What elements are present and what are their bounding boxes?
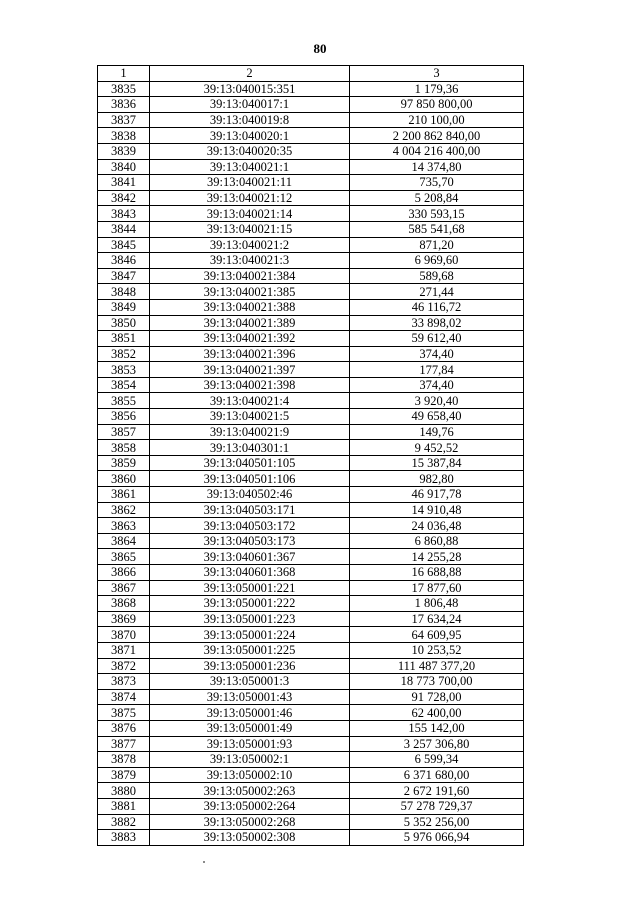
- table-row: [98, 487, 524, 503]
- table-row: [98, 253, 524, 269]
- value: 5 976 066,94: [350, 830, 524, 846]
- cadastral-number: 39:13:040601:368: [150, 565, 350, 581]
- cadastral-number: 39:13:040021:14: [150, 206, 350, 222]
- row-number: 3847: [98, 268, 150, 284]
- cadastral-number: 39:13:050002:264: [150, 798, 350, 814]
- row-number: 3845: [98, 237, 150, 253]
- value: 9 452,52: [350, 440, 524, 456]
- row-number: 3862: [98, 502, 150, 518]
- value: 589,68: [350, 268, 524, 284]
- value: 6 860,88: [350, 533, 524, 549]
- row-number: 3865: [98, 549, 150, 565]
- row-number: 3844: [98, 221, 150, 237]
- row-number: 3848: [98, 284, 150, 300]
- row-number: 3866: [98, 565, 150, 581]
- table-header: [98, 66, 524, 82]
- table-row: [98, 471, 524, 487]
- table-row: [98, 642, 524, 658]
- table-row: [98, 549, 524, 565]
- table-row: [98, 611, 524, 627]
- cadastral-number: 39:13:040021:388: [150, 299, 350, 315]
- cadastral-number: 39:13:040021:392: [150, 331, 350, 347]
- row-number: 3864: [98, 533, 150, 549]
- row-number: 3860: [98, 471, 150, 487]
- table-row: [98, 705, 524, 721]
- table-row: [98, 533, 524, 549]
- cadastral-number: 39:13:040021:2: [150, 237, 350, 253]
- table-row: [98, 502, 524, 518]
- table-row: [98, 424, 524, 440]
- header-col-2: 2: [150, 66, 350, 82]
- table-row: [98, 393, 524, 409]
- value: 177,84: [350, 362, 524, 378]
- table-row: [98, 112, 524, 128]
- table-row: [98, 221, 524, 237]
- value: 49 658,40: [350, 409, 524, 425]
- row-number: 3855: [98, 393, 150, 409]
- value: 10 253,52: [350, 642, 524, 658]
- value: 97 850 800,00: [350, 97, 524, 113]
- table-row: [98, 752, 524, 768]
- table-row: [98, 720, 524, 736]
- cadastral-number: 39:13:040021:385: [150, 284, 350, 300]
- row-number: 3877: [98, 736, 150, 752]
- cadastral-number: 39:13:040021:3: [150, 253, 350, 269]
- value: 871,20: [350, 237, 524, 253]
- row-number: 3882: [98, 814, 150, 830]
- table-row: [98, 143, 524, 159]
- cadastral-number: 39:13:040502:46: [150, 487, 350, 503]
- value: 271,44: [350, 284, 524, 300]
- table-row: [98, 798, 524, 814]
- row-number: 3869: [98, 611, 150, 627]
- value: 149,76: [350, 424, 524, 440]
- table-row: [98, 596, 524, 612]
- value: 3 257 306,80: [350, 736, 524, 752]
- value: 374,40: [350, 346, 524, 362]
- table-row: [98, 299, 524, 315]
- cadastral-number: 39:13:050001:49: [150, 720, 350, 736]
- row-number: 3875: [98, 705, 150, 721]
- cadastral-number: 39:13:040021:389: [150, 315, 350, 331]
- value: 111 487 377,20: [350, 658, 524, 674]
- value: 17 634,24: [350, 611, 524, 627]
- row-number: 3836: [98, 97, 150, 113]
- table-row: [98, 783, 524, 799]
- row-number: 3861: [98, 487, 150, 503]
- value: 585 541,68: [350, 221, 524, 237]
- row-number: 3872: [98, 658, 150, 674]
- table-row: [98, 736, 524, 752]
- cadastral-number: 39:13:050001:93: [150, 736, 350, 752]
- value: 91 728,00: [350, 689, 524, 705]
- row-number: 3868: [98, 596, 150, 612]
- row-number: 3852: [98, 346, 150, 362]
- cadastral-number: 39:13:050002:10: [150, 767, 350, 783]
- table-row: [98, 565, 524, 581]
- cadastral-number: 39:13:050002:1: [150, 752, 350, 768]
- row-number: 3856: [98, 409, 150, 425]
- value: 2 200 862 840,00: [350, 128, 524, 144]
- row-number: 3863: [98, 518, 150, 534]
- cadastral-number: 39:13:040021:11: [150, 175, 350, 191]
- row-number: 3850: [98, 315, 150, 331]
- row-number: 3835: [98, 81, 150, 97]
- value: 982,80: [350, 471, 524, 487]
- row-number: 3878: [98, 752, 150, 768]
- value: 6 371 680,00: [350, 767, 524, 783]
- table-row: [98, 658, 524, 674]
- cadastral-number: 39:13:040021:384: [150, 268, 350, 284]
- row-number: 3843: [98, 206, 150, 222]
- cadastral-number: 39:13:040021:398: [150, 377, 350, 393]
- row-number: 3876: [98, 720, 150, 736]
- cadastral-number: 39:13:040021:4: [150, 393, 350, 409]
- cadastral-number: 39:13:040021:397: [150, 362, 350, 378]
- row-number: 3838: [98, 128, 150, 144]
- cadastral-number: 39:13:050001:223: [150, 611, 350, 627]
- table-row: [98, 159, 524, 175]
- value: 59 612,40: [350, 331, 524, 347]
- cadastral-number: 39:13:040021:15: [150, 221, 350, 237]
- row-number: 3853: [98, 362, 150, 378]
- value: 17 877,60: [350, 580, 524, 596]
- row-number: 3849: [98, 299, 150, 315]
- table-row: [98, 97, 524, 113]
- value: 16 688,88: [350, 565, 524, 581]
- row-number: 3871: [98, 642, 150, 658]
- table-row: [98, 627, 524, 643]
- value: 14 255,28: [350, 549, 524, 565]
- cadastral-number: 39:13:040021:9: [150, 424, 350, 440]
- value: 3 920,40: [350, 393, 524, 409]
- table-row: [98, 128, 524, 144]
- value: 6 599,34: [350, 752, 524, 768]
- value: 14 374,80: [350, 159, 524, 175]
- cadastral-number: 39:13:050001:222: [150, 596, 350, 612]
- value: 155 142,00: [350, 720, 524, 736]
- value: 210 100,00: [350, 112, 524, 128]
- row-number: 3867: [98, 580, 150, 596]
- value: 15 387,84: [350, 455, 524, 471]
- value: 4 004 216 400,00: [350, 143, 524, 159]
- cadastral-number: 39:13:050002:308: [150, 830, 350, 846]
- value: 1 179,36: [350, 81, 524, 97]
- table-row: [98, 440, 524, 456]
- page-number: 80: [313, 41, 327, 56]
- row-number: 3859: [98, 455, 150, 471]
- table-row: [98, 830, 524, 846]
- value: 374,40: [350, 377, 524, 393]
- header-row: [98, 66, 524, 82]
- cadastral-number: 39:13:050002:268: [150, 814, 350, 830]
- scan-speck: [203, 861, 205, 863]
- row-number: 3846: [98, 253, 150, 269]
- table-row: [98, 237, 524, 253]
- value: 2 672 191,60: [350, 783, 524, 799]
- cadastral-number: 39:13:040020:35: [150, 143, 350, 159]
- cadastral-number: 39:13:040015:351: [150, 81, 350, 97]
- value: 1 806,48: [350, 596, 524, 612]
- cadastral-number: 39:13:040021:12: [150, 190, 350, 206]
- cadastral-number: 39:13:040501:106: [150, 471, 350, 487]
- value: 33 898,02: [350, 315, 524, 331]
- row-number: 3879: [98, 767, 150, 783]
- row-number: 3839: [98, 143, 150, 159]
- row-number: 3840: [98, 159, 150, 175]
- cadastral-number: 39:13:050001:221: [150, 580, 350, 596]
- cadastral-number: 39:13:040503:173: [150, 533, 350, 549]
- table-row: [98, 362, 524, 378]
- table-row: [98, 377, 524, 393]
- table-row: [98, 206, 524, 222]
- row-number: 3880: [98, 783, 150, 799]
- value: 5 352 256,00: [350, 814, 524, 830]
- row-number: 3874: [98, 689, 150, 705]
- cadastral-number: 39:13:040501:105: [150, 455, 350, 471]
- table-row: [98, 315, 524, 331]
- cadastral-number: 39:13:040019:8: [150, 112, 350, 128]
- cadastral-number: 39:13:050001:43: [150, 689, 350, 705]
- row-number: 3858: [98, 440, 150, 456]
- table-row: [98, 81, 524, 97]
- cadastral-number: 39:13:050001:225: [150, 642, 350, 658]
- row-number: 3883: [98, 830, 150, 846]
- value: 57 278 729,37: [350, 798, 524, 814]
- row-number: 3881: [98, 798, 150, 814]
- row-number: 3837: [98, 112, 150, 128]
- cadastral-number: 39:13:040601:367: [150, 549, 350, 565]
- cadastral-number: 39:13:040021:5: [150, 409, 350, 425]
- table-row: [98, 518, 524, 534]
- cadastral-number: 39:13:040021:396: [150, 346, 350, 362]
- row-number: 3851: [98, 331, 150, 347]
- value: 46 917,78: [350, 487, 524, 503]
- value: 64 609,95: [350, 627, 524, 643]
- value: 6 969,60: [350, 253, 524, 269]
- table-row: [98, 674, 524, 690]
- row-number: 3870: [98, 627, 150, 643]
- table-row: [98, 409, 524, 425]
- row-number: 3854: [98, 377, 150, 393]
- row-number: 3842: [98, 190, 150, 206]
- value: 735,70: [350, 175, 524, 191]
- header-col-3: 3: [350, 66, 524, 82]
- table-body: [98, 81, 524, 845]
- row-number: 3857: [98, 424, 150, 440]
- cadastral-number: 39:13:040017:1: [150, 97, 350, 113]
- table-row: [98, 767, 524, 783]
- header-col-1: 1: [98, 66, 150, 82]
- cadastral-number: 39:13:040021:1: [150, 159, 350, 175]
- cadastral-number: 39:13:040020:1: [150, 128, 350, 144]
- table-row: [98, 190, 524, 206]
- table-row: [98, 268, 524, 284]
- value: 14 910,48: [350, 502, 524, 518]
- row-number: 3873: [98, 674, 150, 690]
- cadastral-number: 39:13:040301:1: [150, 440, 350, 456]
- cadastral-number: 39:13:050001:224: [150, 627, 350, 643]
- value: 5 208,84: [350, 190, 524, 206]
- value: 330 593,15: [350, 206, 524, 222]
- value: 24 036,48: [350, 518, 524, 534]
- cadastral-number: 39:13:040503:171: [150, 502, 350, 518]
- registry-table: [97, 65, 524, 846]
- cadastral-number: 39:13:040503:172: [150, 518, 350, 534]
- cadastral-number: 39:13:050002:263: [150, 783, 350, 799]
- table-row: [98, 689, 524, 705]
- value: 46 116,72: [350, 299, 524, 315]
- table-row: [98, 175, 524, 191]
- table-row: [98, 284, 524, 300]
- cadastral-number: 39:13:050001:236: [150, 658, 350, 674]
- table-row: [98, 580, 524, 596]
- cadastral-number: 39:13:050001:46: [150, 705, 350, 721]
- value: 18 773 700,00: [350, 674, 524, 690]
- row-number: 3841: [98, 175, 150, 191]
- table-row: [98, 455, 524, 471]
- table-row: [98, 346, 524, 362]
- table-row: [98, 331, 524, 347]
- cadastral-number: 39:13:050001:3: [150, 674, 350, 690]
- table-row: [98, 814, 524, 830]
- value: 62 400,00: [350, 705, 524, 721]
